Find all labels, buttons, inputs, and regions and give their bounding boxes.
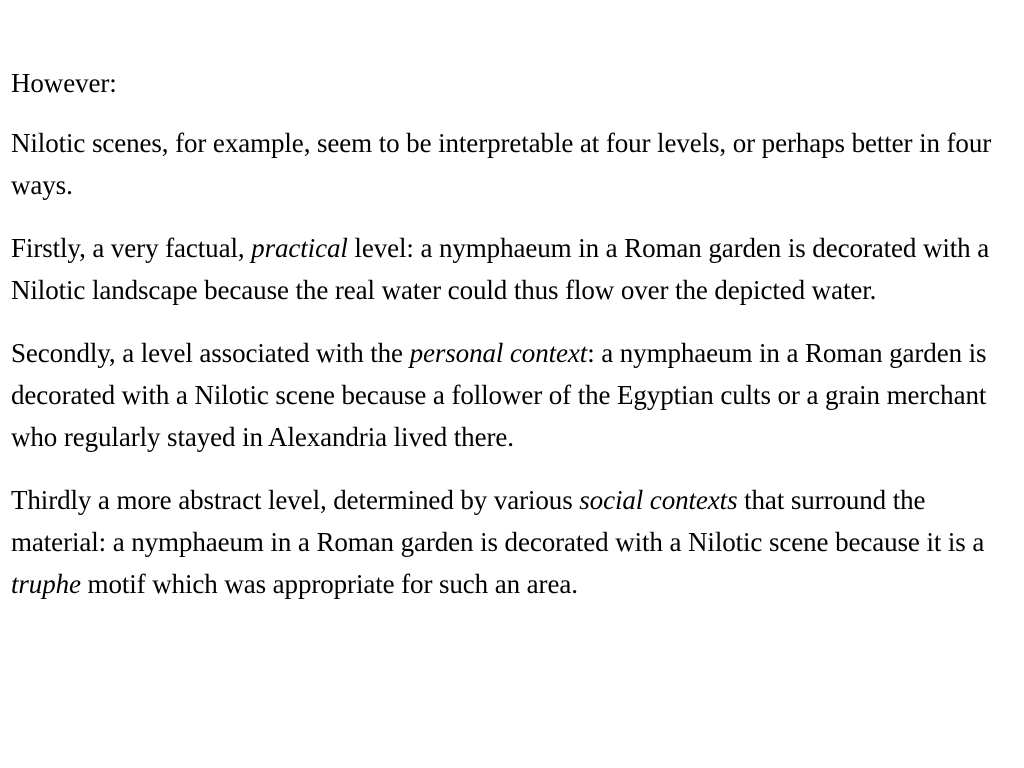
paragraph-overview: [11, 122, 1017, 206]
document-body: [11, 62, 1017, 626]
personal-text-start: Secondly, a level associated with the: [11, 338, 410, 368]
personal-text-end: : a nymphaeum in a Roman garden is decorated with a Nilotic scene because a follower of the Egyptian cults or a grain merchant who regularly stayed in Alexandria lived there.: [11, 338, 987, 452]
intro-text: However:: [11, 68, 117, 98]
social-emphasis: social contexts: [579, 485, 738, 515]
social-text-end: motif which was appropriate for such an area.: [80, 569, 578, 599]
personal-emphasis: personal context: [409, 338, 588, 368]
paragraph-social-context: [11, 479, 1017, 605]
paragraph-practical-level: [11, 227, 1017, 311]
practical-emphasis: practical: [251, 233, 348, 263]
practical-text-end: level: a nymphaeum in a Roman garden is decorated with a Nilotic landscape because the real water could thus flow over the depicted water.: [11, 233, 990, 305]
overview-text: Nilotic scenes, for example, seem to be interpretable at four levels, or perhaps better in four ways.: [11, 128, 992, 200]
practical-text-start: Firstly, a very factual,: [11, 233, 252, 263]
truphe-emphasis: truphe: [11, 569, 81, 599]
social-text-middle: that surround the material: a nymphaeum in a Roman garden is decorated with a Nilotic scene because it is a: [11, 485, 985, 557]
social-text-start: Thirdly a more abstract level, determined by various: [11, 485, 580, 515]
paragraph-personal-context: [11, 332, 1017, 458]
intro-paragraph: [11, 62, 1017, 104]
